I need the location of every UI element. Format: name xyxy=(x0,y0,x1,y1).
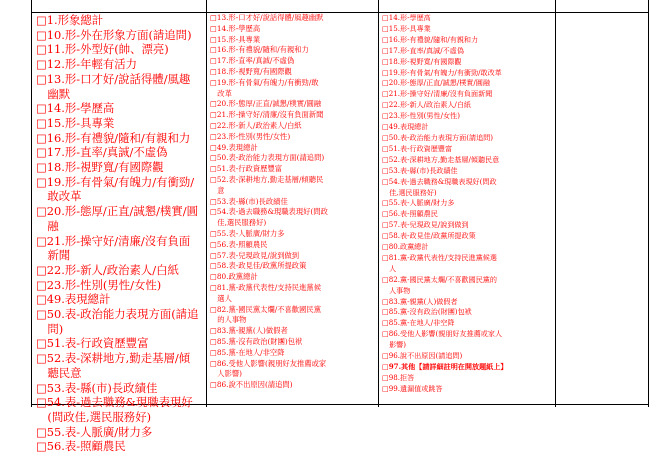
option-line[interactable]: □14.形-學歷高 xyxy=(36,101,115,116)
option-line[interactable]: □18.形-視野寬/有國際觀 xyxy=(210,66,292,76)
option-line-cont: 改革 xyxy=(210,88,232,98)
option-line[interactable]: □11.形-外型好(帥、漂亮) xyxy=(36,42,169,57)
option-line[interactable]: □55.表-人脈廣/財力多 xyxy=(36,424,153,439)
option-line-cont: 聽民意 xyxy=(36,365,82,380)
option-line[interactable]: □1.形象總計 xyxy=(36,13,104,27)
option-line-cont: 敢改革 xyxy=(36,189,82,204)
option-line[interactable]: □17.形-直率/真誠/不虛偽 xyxy=(36,145,168,160)
option-line-cont: 新聞 xyxy=(36,248,71,263)
option-line[interactable]: □23.形-性別(男性/女性) xyxy=(210,131,291,141)
option-line[interactable]: □98.拒答 xyxy=(382,372,415,382)
option-line[interactable]: □20.形-態厚/正直/誠懇/樸實/圓融 xyxy=(382,78,490,88)
option-line[interactable]: □23.形-性別(男性/女性) xyxy=(382,111,460,121)
option-line-cont: 人影響) xyxy=(210,369,243,379)
option-line[interactable]: □51.表-行政資歷豐富 xyxy=(36,336,149,351)
option-line[interactable]: □86.受他人影響(親朋好友推薦或家 xyxy=(210,358,327,368)
option-line[interactable]: □54.表-過去職務&現職表現好 xyxy=(36,395,193,410)
option-line[interactable]: □56.表-照顧農民 xyxy=(210,239,268,249)
option-line-cont: 選人 xyxy=(210,293,232,303)
option-line[interactable]: □53.表-縣(市)長政績佳 xyxy=(210,196,288,206)
option-line[interactable]: □54.表-過去職務&現職表現好(問政 xyxy=(210,207,328,217)
option-line[interactable]: □52.表-深耕地方,勤走基層/傾 xyxy=(36,351,191,366)
option-line-cont: 融 xyxy=(36,218,59,233)
option-line[interactable]: □52.表-深耕地方,勤走基層/傾聽民 xyxy=(210,174,324,184)
option-line[interactable]: □85.黨-在地人/非空降 xyxy=(210,347,285,357)
option-line-other[interactable]: □97.其他【請詳細註明在開放題紙上】 xyxy=(382,362,508,371)
option-line[interactable]: □15.形-具專業 xyxy=(210,34,261,44)
divider-1 xyxy=(206,0,207,407)
option-line[interactable]: □86.說不出原因(請追問) xyxy=(210,380,293,390)
option-line-cont: 的人事物 xyxy=(210,315,247,325)
option-line[interactable]: □49.表現總計 xyxy=(210,142,258,152)
option-line-cont: (問政佳,選民服務好) xyxy=(36,409,152,424)
option-column-3 xyxy=(382,13,554,395)
option-line[interactable]: □83.黨-親黨(人)做假者 xyxy=(382,296,458,306)
option-line[interactable]: □22.形-新人/政治素人/白紙 xyxy=(36,262,179,277)
option-line[interactable]: □22.形-新人/政治素人/白紙 xyxy=(210,120,302,130)
option-line[interactable]: □57.表-兒現政見/說到做到 xyxy=(210,250,300,260)
option-line[interactable]: □16.形-有禮貌/隨和/有親和力 xyxy=(382,34,479,44)
option-line[interactable]: □15.形-具專業 xyxy=(382,23,431,33)
option-line[interactable]: □10.形-外在形象方面(請追問) xyxy=(36,27,192,42)
option-line-cont: 人事物 xyxy=(382,285,411,295)
option-line[interactable]: □16.形-有禮貌/隨和/有親和力 xyxy=(36,130,191,145)
option-line-cont: 幽默 xyxy=(36,86,71,101)
option-line[interactable]: □96.說不出原因(請追問) xyxy=(382,351,463,361)
option-line[interactable]: □85.黨-在地人/非空降 xyxy=(382,318,455,328)
option-line-cont: 意 xyxy=(210,185,225,195)
option-line[interactable]: □17.形-直率/真誠/不虛偽 xyxy=(382,45,464,55)
option-line[interactable]: □53.表-縣(市)長政績佳 xyxy=(382,165,458,175)
option-line[interactable]: □58.表-政見佳/政黨所提政策 xyxy=(382,231,476,241)
option-line-cont: 人 xyxy=(382,263,397,273)
option-line[interactable]: □20.形-態厚/正直/誠懇/樸實/圓 xyxy=(36,204,198,219)
option-line[interactable]: □56.表-照顧農民 xyxy=(36,439,126,454)
option-line[interactable]: □49.表現總計 xyxy=(36,292,111,307)
option-column-1 xyxy=(36,13,204,454)
option-line-cont: 佳,選民服務好) xyxy=(210,218,267,228)
option-line[interactable]: □51.表-行政資歷豐富 xyxy=(210,164,283,174)
divider-3 xyxy=(555,0,556,407)
option-line[interactable]: □82.黨-國民黨太爛/不喜歡國民黨 xyxy=(210,304,321,314)
option-line[interactable]: □17.形-直率/真誠/不虛偽 xyxy=(210,56,295,66)
option-line[interactable]: □55.表-人脈廣/財力多 xyxy=(210,228,285,238)
option-line[interactable]: □51.表-行政資歷豐富 xyxy=(382,143,453,153)
option-line[interactable]: □18.形-視野寬/有國際觀 xyxy=(382,56,462,66)
option-line[interactable]: □22.形-新人/政治素人/白紙 xyxy=(382,100,472,110)
option-line[interactable]: □53.表-縣(市)長政績佳 xyxy=(36,380,158,395)
option-line[interactable]: □14.形-學歷高 xyxy=(210,23,261,33)
option-line[interactable]: □13.形-口才好/說話得體/風趣幽默 xyxy=(210,13,324,22)
option-line[interactable]: □58.表-政見佳/政黨所提政策 xyxy=(210,261,307,271)
option-line[interactable]: □82.黨-國民黨太爛/不喜歡國民黨的 xyxy=(382,274,497,284)
option-line-cont: 問) xyxy=(36,321,64,336)
option-line[interactable]: □85.黨-沒有政治(財團)包袱 xyxy=(382,307,472,317)
option-line[interactable]: □14.形-學歷高 xyxy=(382,13,431,22)
option-line[interactable]: □80.政黨總計 xyxy=(382,242,429,252)
option-line[interactable]: □57.表-兒現政見/說到做到 xyxy=(382,220,469,230)
option-line[interactable]: □85.黨-沒有政治(財團)包袱 xyxy=(210,336,303,346)
option-line[interactable]: □81.黨-政黨代表性/支持民進黨候選 xyxy=(382,252,497,262)
option-line[interactable]: □52.表-深耕地方,勤走基層/傾聽民意 xyxy=(382,154,500,164)
option-line-cont: 佳,選民服務好) xyxy=(382,187,437,197)
border-right xyxy=(648,0,649,407)
option-line[interactable]: □21.形-操守好/清廉/沒有負面新聞 xyxy=(382,89,493,99)
option-line[interactable]: □21.形-操守好/清廉/沒有負面新聞 xyxy=(210,110,324,120)
option-line[interactable]: □12.形-年輕有活力 xyxy=(36,57,138,72)
option-line[interactable]: □23.形-性別(男性/女性) xyxy=(36,277,162,292)
option-line[interactable]: □56.表-照顧農民 xyxy=(382,209,438,219)
option-line[interactable]: □81.黨-政黨代表性/支持民進黨候 xyxy=(210,282,321,292)
option-line[interactable]: □54.表-過去職務&現職表現好(問政 xyxy=(382,176,497,186)
option-line[interactable]: □86.受他人影響(親朋好友推薦或家人 xyxy=(382,329,503,339)
option-line[interactable]: □49.表現總計 xyxy=(382,122,429,132)
option-line[interactable]: □19.形-有骨氣/有魄力/有衝勁/敢 xyxy=(210,77,319,87)
option-line[interactable]: □18.形-視野寬/有國際觀 xyxy=(36,160,164,175)
option-line[interactable]: □15.形-具專業 xyxy=(36,115,115,130)
option-line[interactable]: □83.黨-親黨(人)做假者 xyxy=(210,326,288,336)
option-line[interactable]: □13.形-口才好/說話得體/風趣 xyxy=(36,71,191,86)
option-line[interactable]: □19.形-有骨氣/有魄力/有衝勁/敢改革 xyxy=(382,67,502,77)
divider-2 xyxy=(378,0,379,407)
option-line[interactable]: □50.表-政治能力表現方面(請追問) xyxy=(382,132,494,142)
border-left xyxy=(31,0,32,407)
option-line[interactable]: □55.表-人脈廣/財力多 xyxy=(382,198,455,208)
option-line[interactable]: □50.表-政治能力表現方面(請追問) xyxy=(210,153,325,163)
option-line[interactable]: □19.形-有骨氣/有魄力/有衝勁/ xyxy=(36,174,195,189)
option-line[interactable]: □16.形-有禮貌/隨和/有親和力 xyxy=(210,45,309,55)
option-line[interactable]: □80.政黨總計 xyxy=(210,272,258,282)
option-line-cont: 影響) xyxy=(382,340,407,350)
option-line[interactable]: □21.形-操守好/清廉/沒有負面 xyxy=(36,233,191,248)
option-line[interactable]: □20.形-態厚/正直/誠懇/樸實/圓融 xyxy=(210,99,322,109)
option-line[interactable]: □99.遺漏值或跳答 xyxy=(382,383,443,393)
option-line[interactable]: □50.表-政治能力表現方面(請追 xyxy=(36,307,199,322)
option-column-2 xyxy=(210,13,376,391)
